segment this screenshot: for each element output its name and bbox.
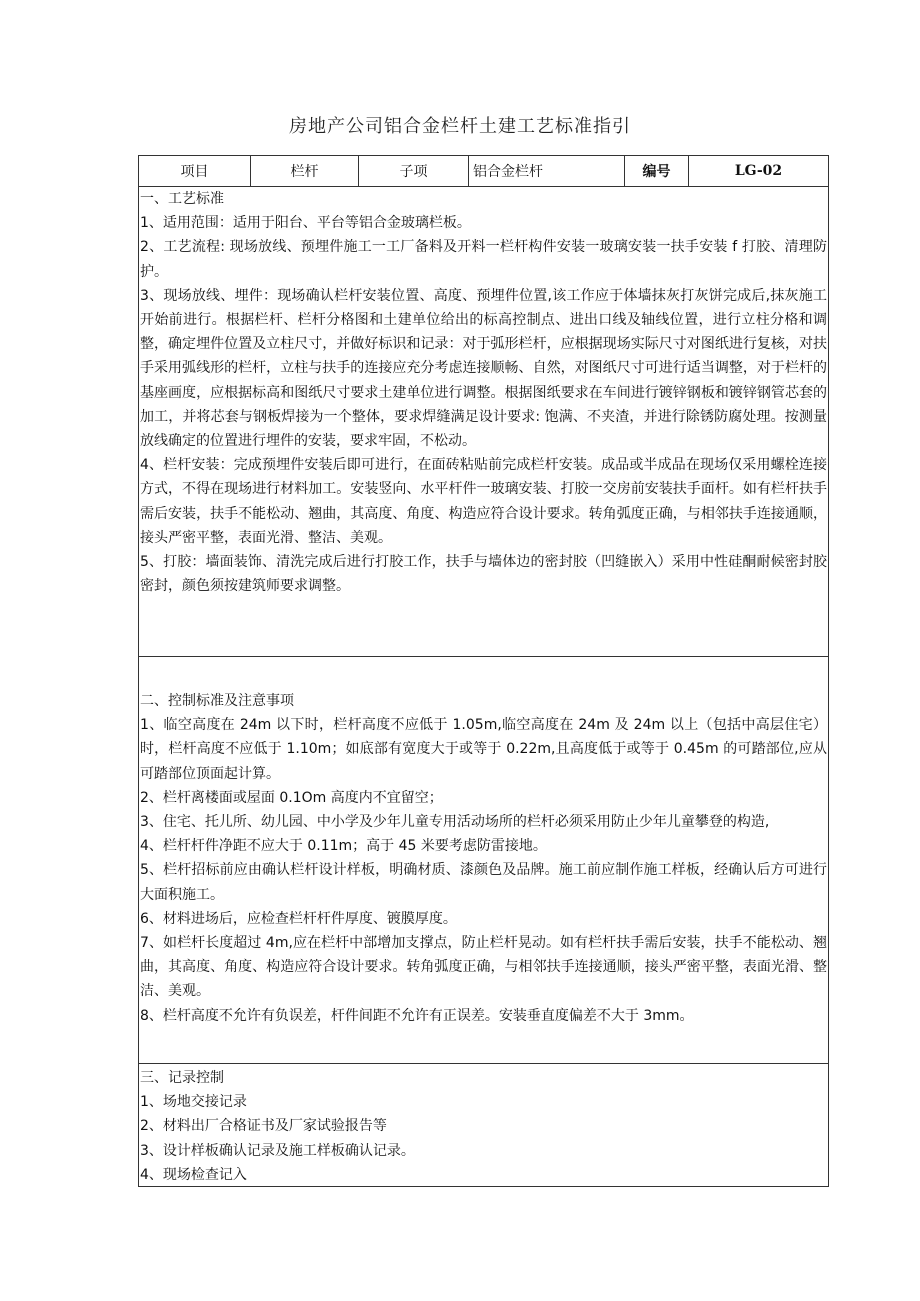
- list-item: 4、现场检查记入: [140, 1166, 247, 1183]
- section-record-control: [139, 1064, 828, 1186]
- list-item: 3、现场放线、埋件：现场确认栏杆安装位置、高度、预埋件位置,该工作应于体墙抹灰打灰饼完成后,抹灰施工开始前进行。根据栏杆、栏杆分格图和土建单位给出的标高控制点、进出口线及轴线位置，进行立柱分格和调整，确定埋件位置及立柱尺寸，并做好标识和记录：对于弧形栏杆，应根据现场实际尺寸对图纸进行复核，对扶手采用弧线形的栏杆，立柱与扶手的连接应充分考虑连接顺畅、自然，对图纸尺寸可进行适当调整，对于栏杆的基座画度，应根据标高和图纸尺寸要求土建单位进行调整。根据图纸要求在车间进行镀锌钢板和镀锌钢管芯套的加工，并将芯套与钢板焊接为一个整体，要求焊缝满足设计要求: 饱满、不夹渣，并进行除锈防腐处理。按测量放线确定的位置进行埋件的安装，要求牢固，不松动。: [140, 287, 827, 450]
- code-label: 编号: [625, 156, 689, 186]
- subitem-label: 子项: [359, 156, 469, 186]
- list-item: 4、栏杆杆件净距不应大于 0.11m；高于 45 米要考虑防雷接地。: [140, 838, 547, 855]
- project-value: 栏杆: [251, 156, 359, 186]
- section-process-standard: [139, 187, 828, 657]
- section-heading: 三、记录控制: [140, 1070, 224, 1086]
- list-item: 5、打胶：墙面装饰、清洗完成后进行打胶工作，扶手与墙体边的密封胶（凹缝嵌入）采用中性硅酮耐候密封胶密封，颜色须按建筑师要求调整。: [140, 554, 827, 595]
- list-item: 7、如栏杆长度超过 4m,应在栏杆中部增加支撑点，防止栏杆晃动。如有栏杆扶手需后安装，扶手不能松动、翘曲，其高度、角度、构造应符合设计要求。转角弧度正确，与相邻扶手连接通顺，接头严密平整，表面光滑、整洁、美观。: [140, 935, 827, 1000]
- section-control-standards: [139, 657, 828, 1064]
- list-item: 4、栏杆安装：完成预埋件安装后即可进行，在面砖粘贴前完成栏杆安装。成品或半成品在现场仅采用螺栓连接方式，不得在现场进行材料加工。安装竖向、水平杆件一玻璃安装、打胶一交房前安装扶手面杆。如有栏杆扶手需后安装，扶手不能松动、翘曲，其高度、角度、构造应符合设计要求。转角弧度正确，与相邻扶手连接通顺，接头严密平整，表面光滑、整洁、美观。: [140, 457, 827, 546]
- project-label: 项目: [139, 156, 251, 186]
- subitem-value: 铝合金栏杆: [469, 156, 625, 186]
- list-item: 6、材料进场后，应检查栏杆杆件厚度、镀膜厚度。: [140, 910, 457, 927]
- list-item: 1、临空高度在 24m 以下时，栏杆高度不应低于 1.05m,临空高度在 24m 及 24m 以上（包括中高层住宅）时，栏杆高度不应低于 1.10m；如底部有宽度大于或等于 0.22m,且高度低于或等于 0.45m 的可踏部位,应从可踏部位顶面起计算。: [140, 717, 827, 782]
- list-item: 2、栏杆离楼面或屋面 0.1Om 高度内不宜留空；: [140, 789, 443, 806]
- list-item: 8、栏杆高度不允许有负误差，杆件间距不允许有正误差。安装垂直度偏差不大于 3mm。: [140, 1007, 694, 1024]
- list-item: 3、住宅、托儿所、幼儿园、中小学及少年儿童专用活动场所的栏杆必须采用防止少年儿童攀登的构造,: [140, 814, 770, 831]
- list-item: 1、适用范围：适用于阳台、平台等铝合金玻璃栏板。: [140, 215, 471, 232]
- code-value: LG-02: [734, 163, 783, 179]
- section-heading: 二、控制标准及注意事项: [140, 693, 294, 709]
- section-heading: 一、工艺标准: [140, 191, 224, 207]
- list-item: 2、材料出厂合格证书及厂家试验报告等: [140, 1118, 387, 1135]
- list-item: 3、设计样板确认记录及施工样板确认记录。: [140, 1142, 415, 1159]
- page-title: 房地产公司铝合金栏杆土建工艺标准指引: [289, 116, 631, 137]
- list-item: 1、场地交接记录: [140, 1094, 247, 1111]
- header-row: [139, 156, 828, 187]
- list-item: 2、工艺流程: 现场放线、预埋件施工一工厂备料及开料一栏杆构件安装一玻璃安装一扶手安装 f 打胶、清理防护。: [140, 239, 827, 280]
- list-item: 5、栏杆招标前应由确认栏杆设计样板，明确材质、漆颜色及品牌。施工前应制作施工样板，经确认后方可进行大面积施工。: [140, 862, 827, 903]
- standard-table: [138, 155, 829, 1187]
